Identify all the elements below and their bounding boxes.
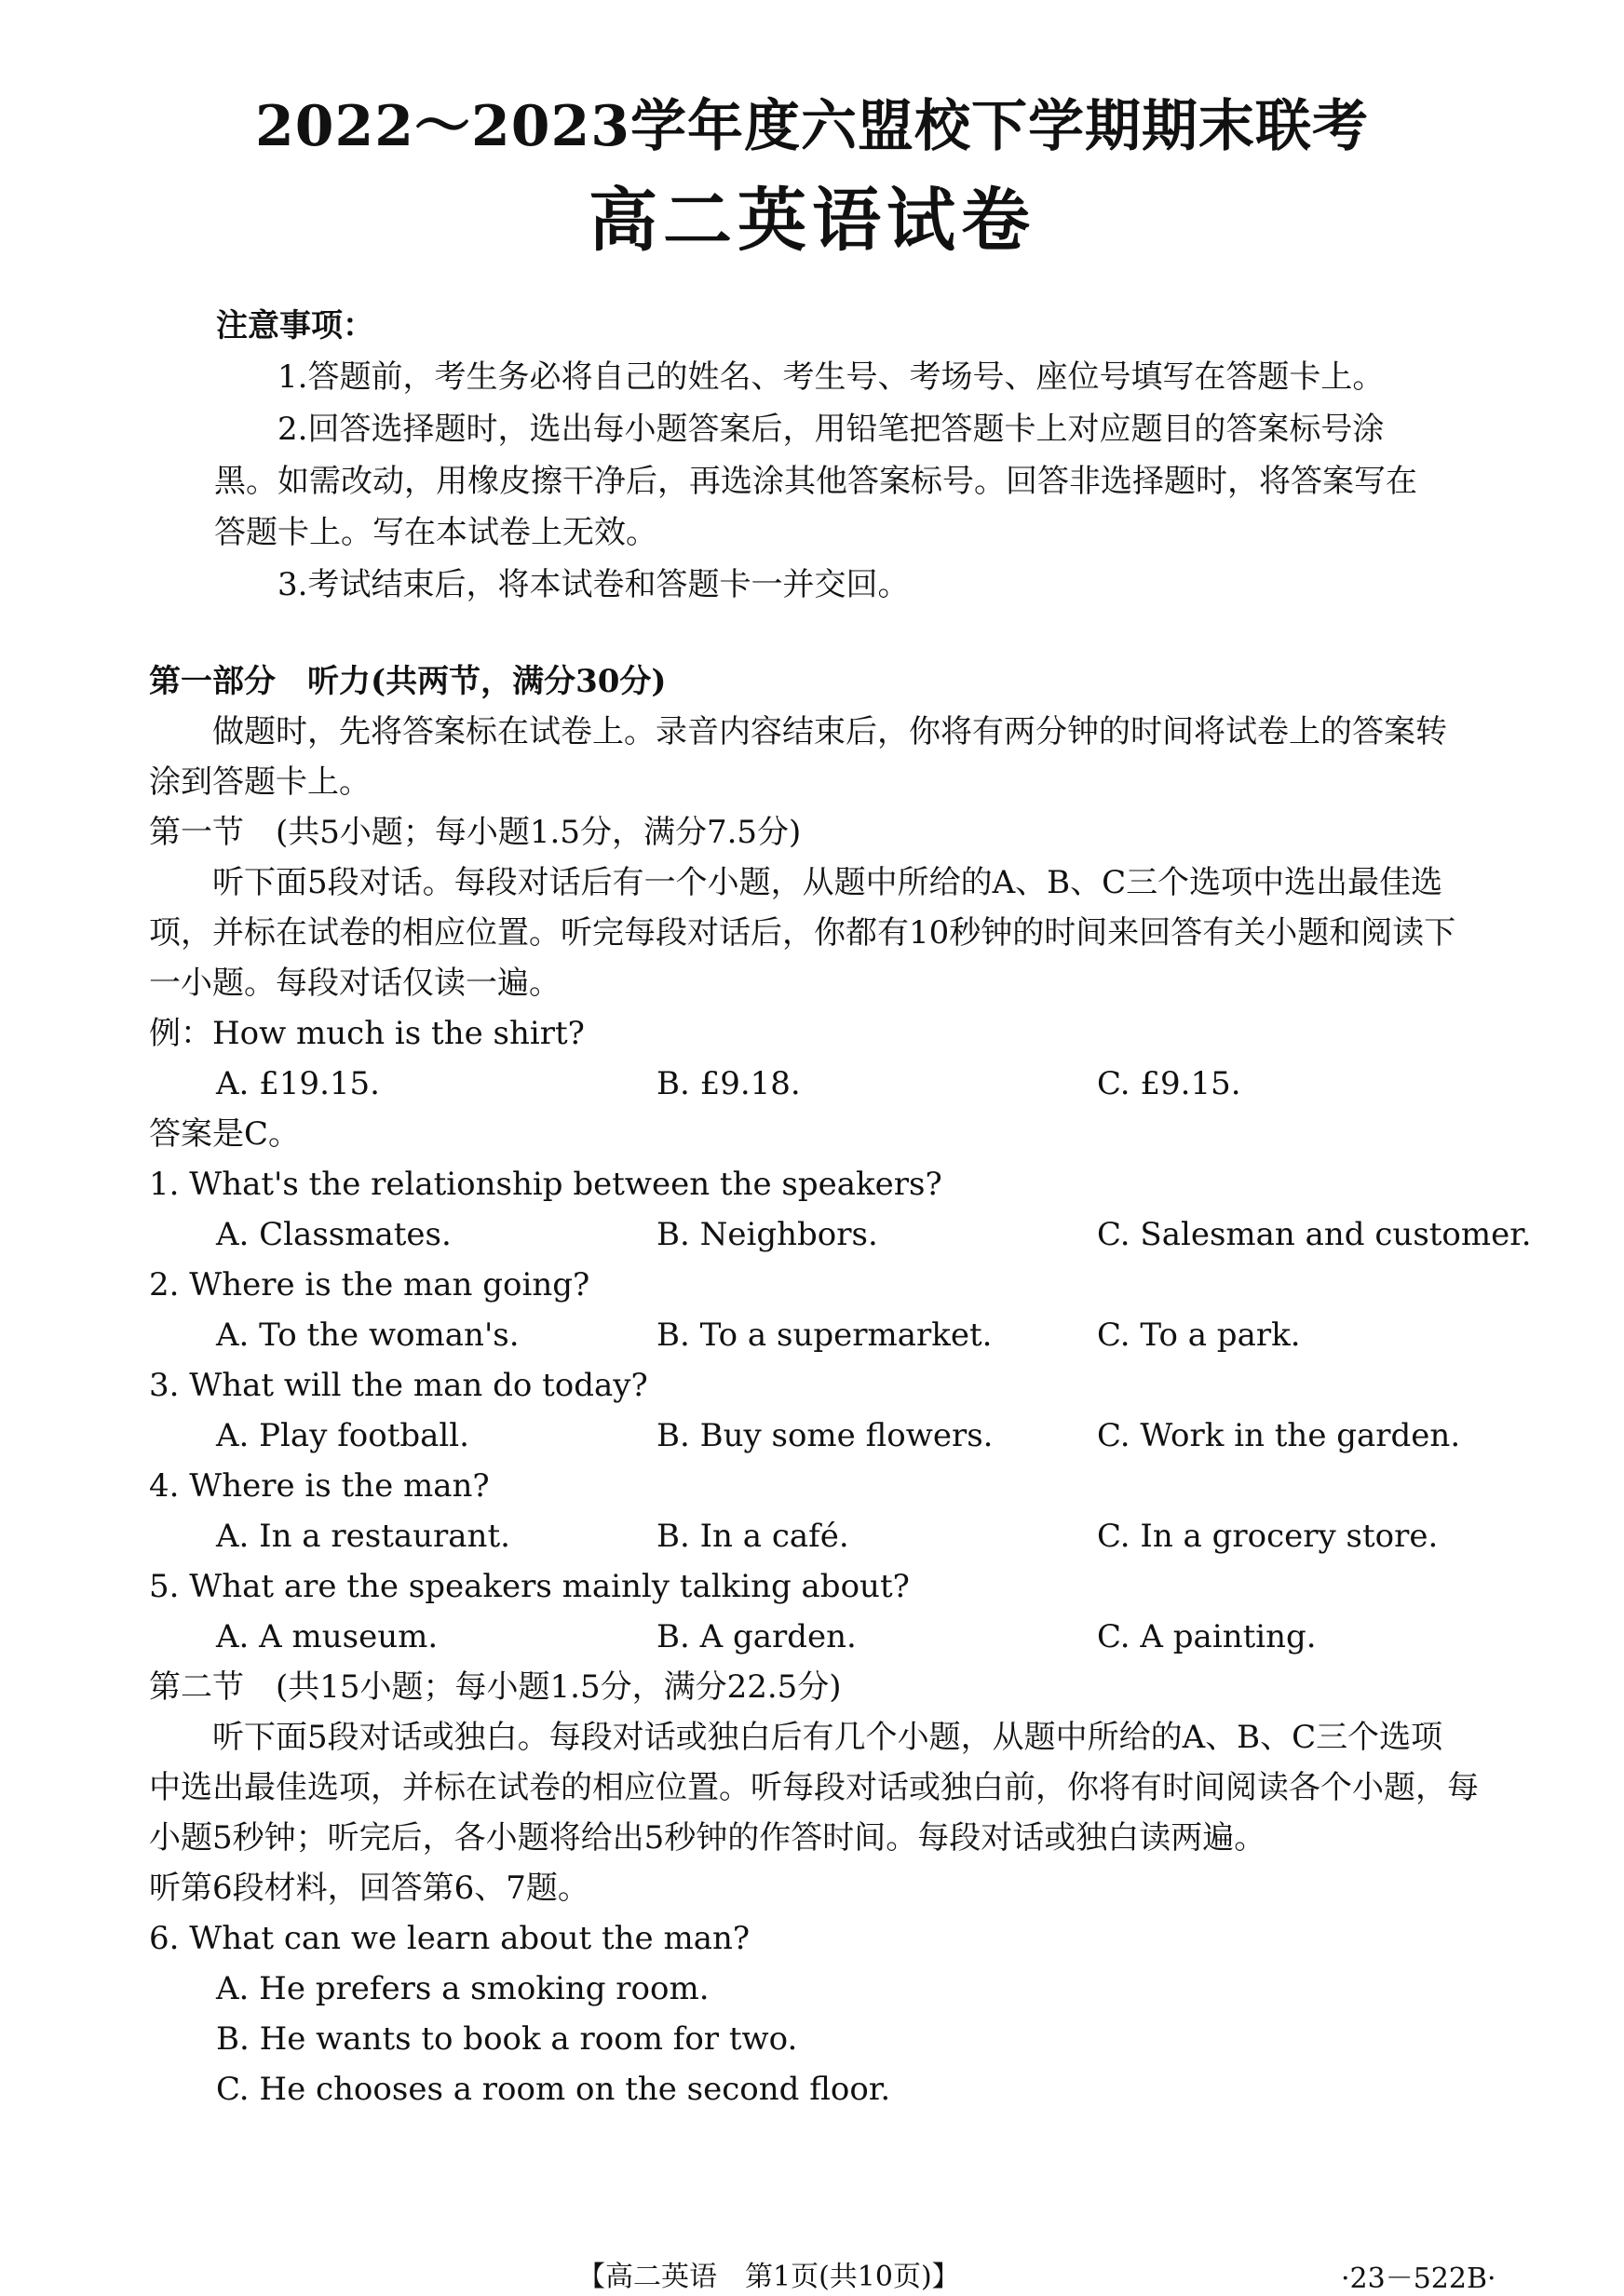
question-1-option-c: C. Salesman and customer. (1097, 1216, 1532, 1253)
question-3-option-b: B. Buy some flowers. (656, 1417, 994, 1454)
question-6-option-c: C. He chooses a room on the second floor. (216, 2071, 891, 2108)
question-5-option-b: B. A garden. (656, 1618, 857, 1655)
question-4: 4. Where is the man? (149, 1467, 490, 1505)
exam-title: 2022～2023学年度六盟校下学期期末联考 (255, 94, 1369, 159)
question-3: 3. What will the man do today? (149, 1367, 648, 1404)
notice-item-2-end: 答题卡上。写在本试卷上无效。 (214, 514, 657, 551)
part1-intro-cont: 涂到答题卡上。 (149, 763, 371, 801)
question-4-option-a: A. In a restaurant. (216, 1518, 510, 1555)
section1-intro-cont: 项，并标在试卷的相应位置。听完每段对话后，你都有10秒钟的时间来回答有关小题和阅读下 (149, 914, 1456, 952)
notice-item-2: 2.回答选择题时，选出每小题答案后，用铅笔把答题卡上对应题目的答案标号涂 (277, 411, 1385, 448)
example-answer: 答案是C。 (149, 1115, 301, 1153)
question-1-option-b: B. Neighbors. (656, 1216, 878, 1253)
example-option-c: C. £9.15. (1097, 1065, 1241, 1102)
notice-item-3: 3.考试结束后，将本试卷和答题卡一并交回。 (277, 566, 910, 603)
section2-heading: 第二节 (共15小题；每小题1.5分，满分22.5分) (149, 1668, 842, 1706)
section2-intro-cont: 中选出最佳选项，并标在试卷的相应位置。听每段对话或独白前，你将有时间阅读各个小题，每 (149, 1769, 1479, 1806)
question-6-option-b: B. He wants to book a room for two. (216, 2020, 798, 2058)
material-6-instruction: 听第6段材料，回答第6、7题。 (149, 1870, 589, 1907)
example-option-a: A. £19.15. (216, 1065, 380, 1102)
question-3-option-a: A. Play football. (216, 1417, 469, 1454)
exam-subject-title: 高二英语试卷 (589, 181, 1035, 261)
question-2-option-c: C. To a park. (1097, 1317, 1301, 1354)
section2-intro: 听下面5段对话或独白。每段对话或独白后有几个小题，从题中所给的A、B、C三个选项 (212, 1719, 1443, 1756)
notice-heading: 注意事项： (216, 307, 374, 344)
question-6: 6. What can we learn about the man? (149, 1920, 751, 1957)
part1-heading: 第一部分 听力(共两节，满分30分) (149, 663, 667, 700)
question-2-option-a: A. To the woman's. (216, 1317, 520, 1354)
section2-intro-end: 小题5秒钟；听完后，各小题将给出5秒钟的作答时间。每段对话或独白读两遍。 (149, 1819, 1266, 1857)
example-option-b: B. £9.18. (656, 1065, 801, 1102)
page-footer: 【高二英语 第1页(共10页)】 (577, 2261, 960, 2293)
section1-heading: 第一节 (共5小题；每小题1.5分，满分7.5分) (149, 814, 802, 851)
question-5-option-c: C. A painting. (1097, 1618, 1317, 1655)
part1-intro: 做题时，先将答案标在试卷上。录音内容结束后，你将有两分钟的时间将试卷上的答案转 (212, 713, 1447, 750)
question-2-option-b: B. To a supermarket. (656, 1317, 993, 1354)
paper-code: ·23－522B· (1341, 2262, 1496, 2295)
question-5: 5. What are the speakers mainly talking about? (149, 1568, 910, 1605)
example-question: 例：How much is the shirt? (149, 1015, 585, 1052)
question-2: 2. Where is the man going? (149, 1266, 590, 1303)
section1-intro: 听下面5段对话。每段对话后有一个小题，从题中所给的A、B、C三个选项中选出最佳选 (212, 864, 1443, 901)
notice-item-1: 1.答题前，考生务必将自己的姓名、考生号、考场号、座位号填写在答题卡上。 (277, 358, 1385, 396)
question-1-option-a: A. Classmates. (216, 1216, 452, 1253)
question-3-option-c: C. Work in the garden. (1097, 1417, 1461, 1454)
question-1: 1. What's the relationship between the speakers? (149, 1166, 942, 1203)
notice-item-2-cont: 黑。如需改动，用橡皮擦干净后，再选涂其他答案标号。回答非选择题时，将答案写在 (214, 463, 1417, 500)
question-4-option-c: C. In a grocery store. (1097, 1518, 1439, 1555)
question-4-option-b: B. In a café. (656, 1518, 849, 1555)
section1-intro-end: 一小题。每段对话仅读一遍。 (149, 965, 561, 1002)
question-6-option-a: A. He prefers a smoking room. (216, 1970, 710, 2007)
question-5-option-a: A. A museum. (216, 1618, 439, 1655)
